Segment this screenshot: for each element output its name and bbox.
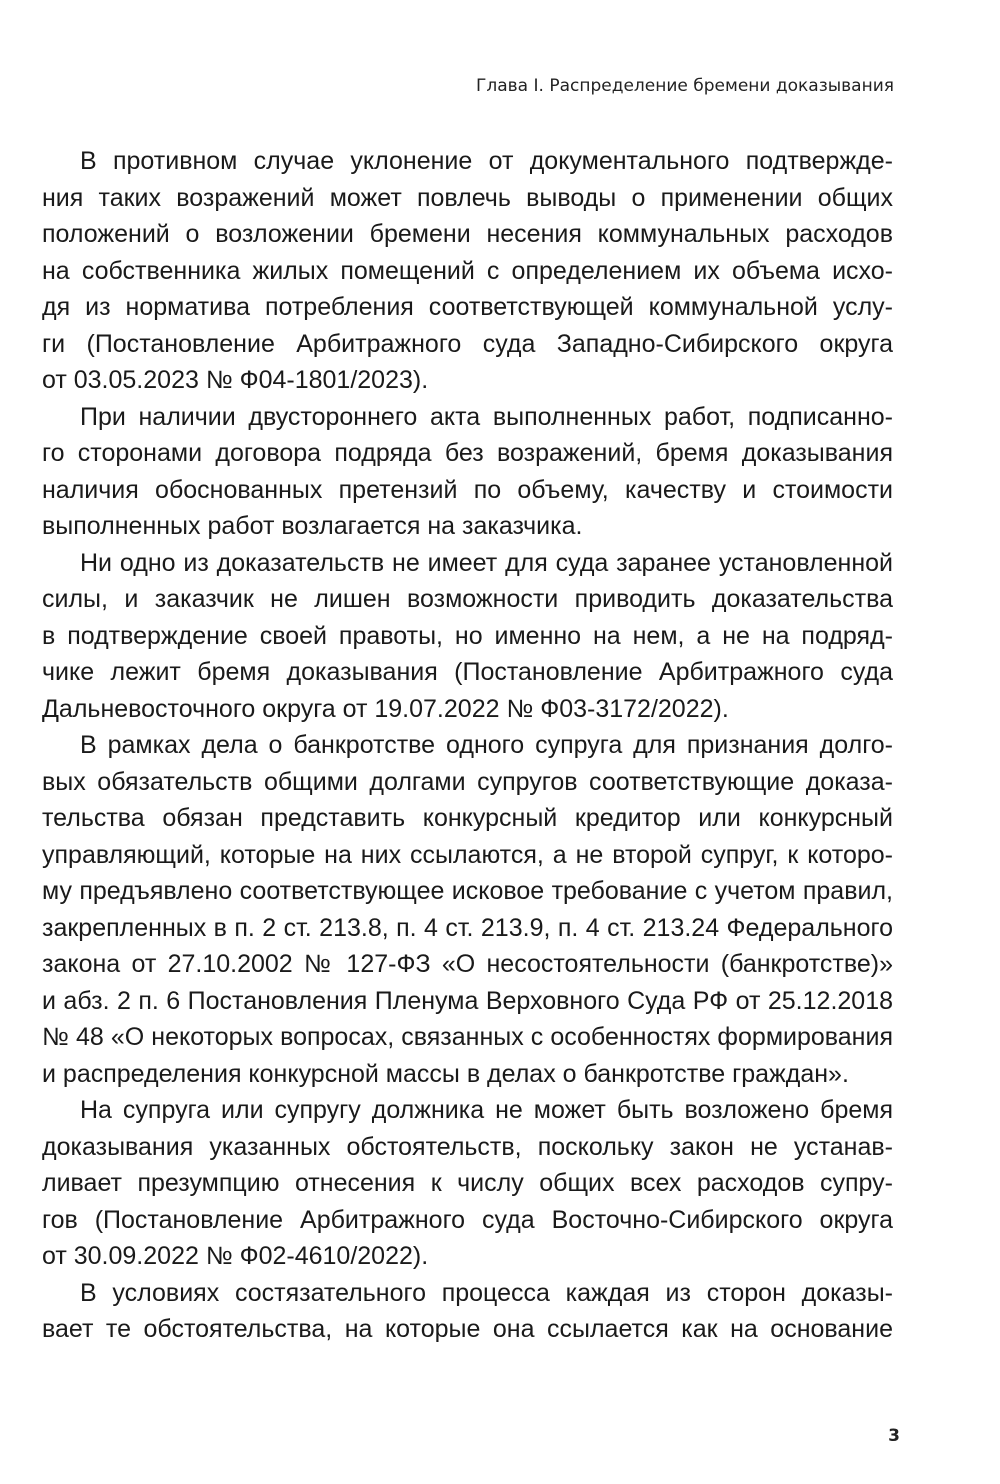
text-line: ги (Постановление Арбитражного суда Западно-Сибирского округа (42, 329, 893, 358)
text-line: вает те обстоятельства, на которые она ссылается как на основание (42, 1315, 893, 1343)
text-line: управляющий, которые на них ссылаются, а не второй супруг, к которо- (42, 840, 893, 869)
text-line: выполненных работ возлагается на заказчика. (42, 512, 583, 540)
text-line: тельства обязан представить конкурсный кредитор или конкурсный (42, 804, 893, 832)
paragraph (42, 1092, 893, 1275)
text-line: в подтверждение своей правоты, но именно на нем, а не на подряд- (42, 621, 893, 650)
text-line: В условиях состязательного процесса каждая из сторон доказы- (80, 1278, 893, 1307)
text-line: положений о возложении бремени несения коммунальных расходов (42, 220, 893, 248)
text-line: На супруга или супругу должника не может быть возложено бремя (80, 1096, 893, 1124)
text-line: При наличии двустороннего акта выполненных работ, подписанно- (80, 402, 893, 431)
text-line: на собственника жилых помещений с определением их объема исхо- (42, 256, 893, 285)
text-line: Дальневосточного округа от 19.07.2022 № Ф03-3172/2022). (42, 694, 729, 723)
running-header: Глава I. Распределение бремени доказывания (476, 76, 894, 96)
text-line: го сторонами договора подряда без возражений, бремя доказывания (42, 439, 893, 467)
paragraph (42, 727, 893, 1092)
paragraph (42, 1275, 893, 1348)
text-line: ливает презумпцию отнесения к числу общих всех расходов супру- (42, 1169, 893, 1197)
text-line: № 48 «О некоторых вопросах, связанных с особенностях формирования (42, 1023, 893, 1051)
body-text (42, 143, 893, 1348)
text-line: ния таких возражений может повлечь выводы о применении общих (42, 183, 893, 212)
text-line: вых обязательств общими долгами супругов соответствующие доказа- (42, 767, 893, 796)
text-line: и абз. 2 п. 6 Постановления Пленума Верховного Суда РФ от 25.12.2018 (42, 986, 893, 1015)
text-line: Ни одно из доказательств не имеет для суда заранее установленной (80, 548, 893, 577)
text-line: наличия обоснованных претензий по объему, качеству и стоимости (42, 475, 893, 504)
paragraph (42, 399, 893, 545)
text-line: и распределения конкурсной массы в делах о банкротстве граждан». (42, 1059, 849, 1088)
text-line: В рамках дела о банкротстве одного супруга для признания долго- (80, 731, 893, 759)
paragraph (42, 545, 893, 728)
text-line: силы, и заказчик не лишен возможности приводить доказательства (42, 585, 893, 613)
text-line: гов (Постановление Арбитражного суда Восточно-Сибирского округа (42, 1205, 893, 1234)
text-line: закрепленных в п. 2 ст. 213.8, п. 4 ст. 213.9, п. 4 ст. 213.24 Федерального (42, 913, 893, 942)
text-line: закона от 27.10.2002 № 127-ФЗ «О несостоятельности (банкротстве)» (42, 950, 893, 978)
text-line: чике лежит бремя доказывания (Постановление Арбитражного суда (42, 658, 893, 686)
text-line: му предъявлено соответствующее исковое требование с учетом правил, (42, 877, 893, 905)
text-line: доказывания указанных обстоятельств, поскольку закон не устанав- (42, 1132, 893, 1161)
text-line: от 03.05.2023 № Ф04-1801/2023). (42, 366, 429, 394)
text-line: от 30.09.2022 № Ф02-4610/2022). (42, 1242, 429, 1270)
page-number: 3 (888, 1426, 900, 1446)
paragraph (42, 143, 893, 399)
text-line: дя из норматива потребления соответствующей коммунальной услу- (42, 293, 893, 321)
text-line: В противном случае уклонение от документального подтвержде- (80, 147, 893, 175)
